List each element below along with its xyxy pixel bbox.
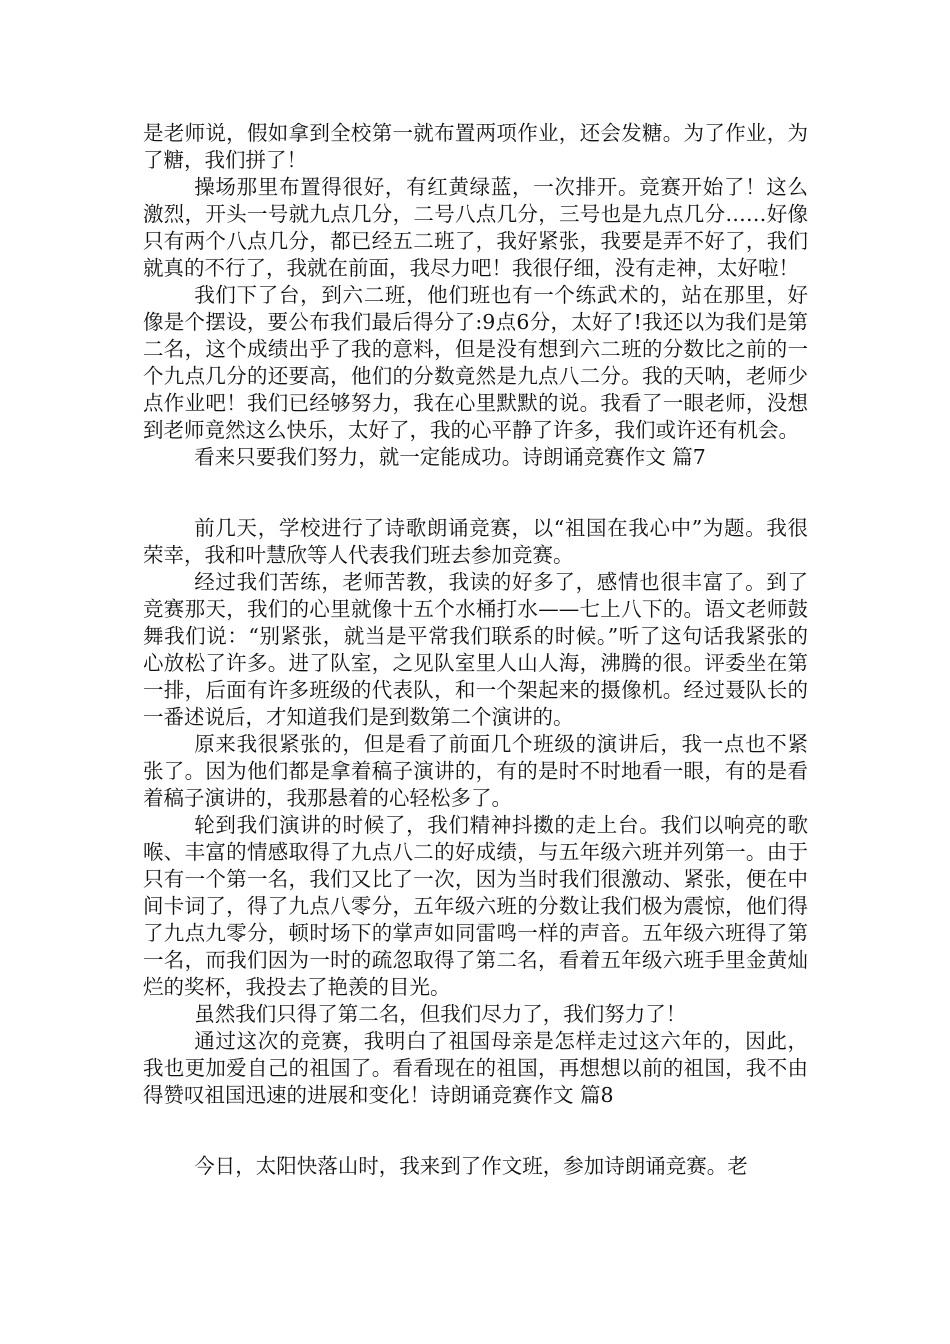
paragraph-5: 前几天，学校进行了诗歌朗诵竞赛，以“祖国在我心中”为题。我很荣幸，我和叶慧欣等人代表我们班去参加竞赛。	[143, 516, 808, 567]
paragraph-11: 今日，太阳快落山时，我来到了作文班，参加诗朗诵竞赛。老	[194, 1154, 748, 1178]
paragraph-6: 经过我们苦练，老师苦教，我读的好多了，感情也很丰富了。到了竞赛那天，我们的心里就像十五个水桶打水——七上八下的。语文老师鼓舞我们说：“别紧张，就当是平常我们联系的时候。”听了这句话我紧张的心放松了许多。进了队室，之见队室里人山人海，沸腾的很。评委坐在第一排，后面有许多班级的代表队，和一个架起来的摄像机。经过聂队长的一番述说后，才知道我们是到数第二个演讲的。	[143, 570, 808, 729]
paragraph-10: 通过这次的竞赛，我明白了祖国母亲是怎样走过这六年的，因此，我也更加爱自己的祖国了。看看现在的祖国，再想想以前的祖国，我不由得赞叹祖国迅速的进展和变化！诗朗诵竞赛作文 篇8	[143, 1029, 808, 1107]
paragraph-7: 原来我很紧张的，但是看了前面几个班级的演讲后，我一点也不紧张了。因为他们都是拿着稿子演讲的，有的是时不时地看一眼，有的是看着稿子演讲的，我那悬着的心轻松多了。	[143, 732, 808, 810]
paragraph-3: 我们下了台，到六二班，他们班也有一个练武术的，站在那里，好像是个摆设，要公布我们最后得分了:9点6分，太好了!我还以为我们是第二名，这个成绩出乎了我的意料，但是没有想到六二班的分数比之前的一个九点几分的还要高，他们的分数竟然是九点八二分。我的天呐，老师少点作业吧！我们已经够努力，我在心里默默的说。我看了一眼老师，没想到老师竟然这么快乐，太好了，我的心平静了许多，我们或许还有机会。	[143, 283, 808, 442]
paragraph-4: 看来只要我们努力，就一定能成功。诗朗诵竞赛作文 篇7	[194, 445, 706, 469]
document-body	[143, 120, 808, 1180]
paragraph-8: 轮到我们演讲的时候了，我们精神抖擞的走上台。我们以响亮的歌喉、丰富的情感取得了九点八二的好成绩，与五年级六班并列第一。由于只有一个第一名，我们又比了一次，因为当时我们很激动、紧张，便在中间卡词了，得了九点八零分，五年级六班的分数让我们极为震惊，他们得了九点九零分，顿时场下的掌声如同雷鸣一样的声音。五年级六班得了第一名，而我们因为一时的疏忽取得了第二名，看着五年级六班手里金黄灿烂的奖杯，我投去了艳羡的目光。	[143, 813, 808, 999]
paragraph-1: 是老师说，假如拿到全校第一就布置两项作业，还会发糖。为了作业，为了糖，我们拼了！	[143, 121, 808, 172]
paragraph-2: 操场那里布置得很好，有红黄绿蓝，一次排开。竞赛开始了！这么激烈，开头一号就九点几分，二号八点几分，三号也是九点几分……好像只有两个八点几分，都已经五二班了，我好紧张，我要是弄不好了，我们就真的不行了，我就在前面，我尽力吧！我很仔细，没有走神，太好啦！	[143, 175, 808, 280]
paragraph-9: 虽然我们只得了第二名，但我们尽力了，我们努力了！	[194, 1002, 687, 1026]
